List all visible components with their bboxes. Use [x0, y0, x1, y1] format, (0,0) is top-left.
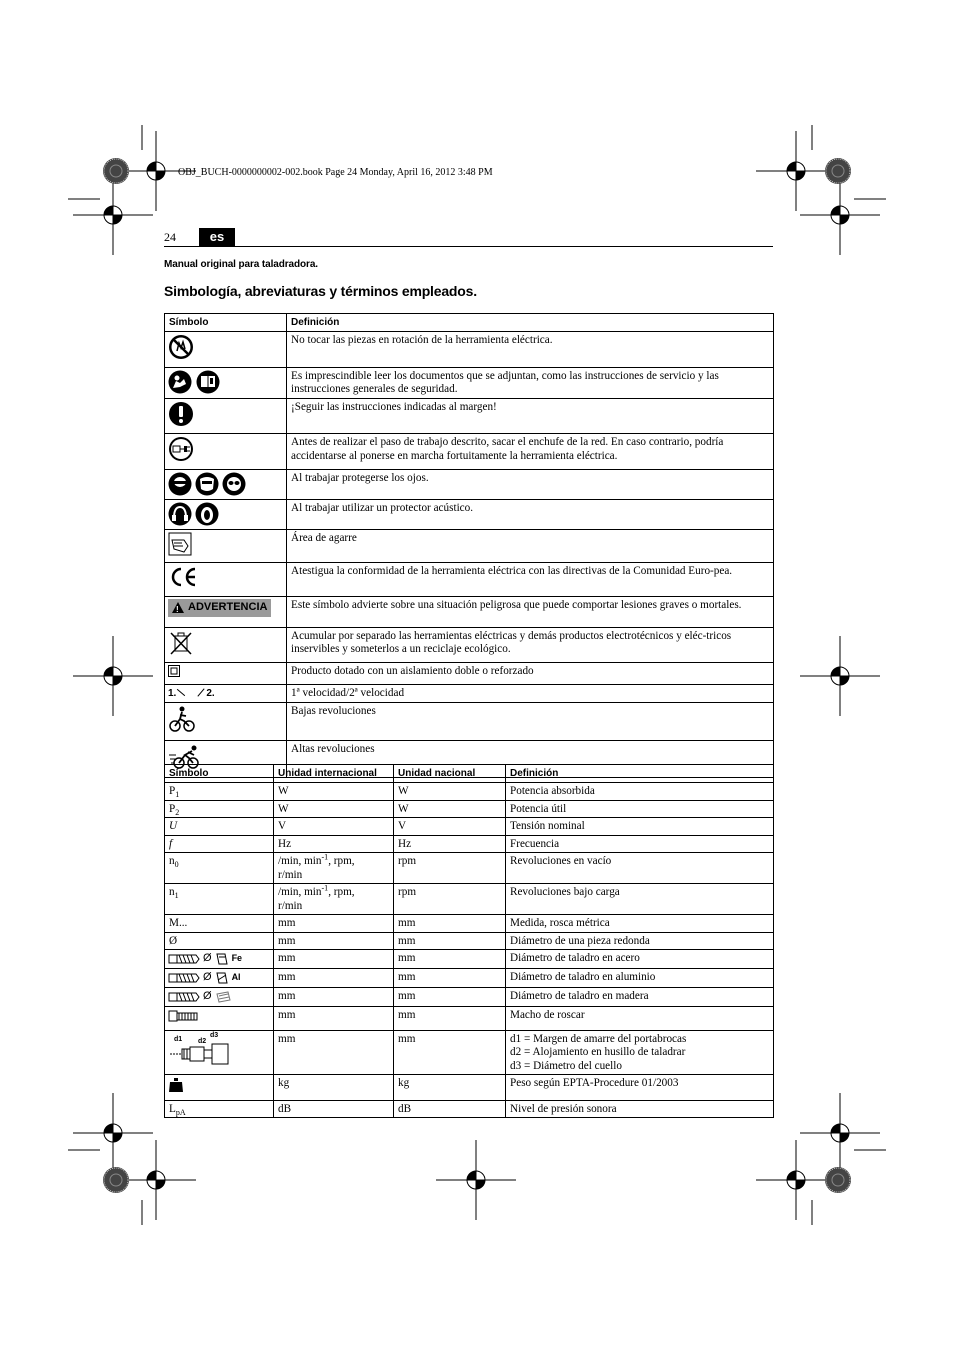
- warning-triangle-icon: [172, 602, 184, 613]
- definition-cell: d1 = Margen de amarre del portabrocas d2 = Alojamiento en husillo de taladrar d3 = Diámetro del cuello: [506, 1030, 774, 1075]
- column-header-national-unit: Unidad nacional: [394, 765, 506, 783]
- national-unit-cell: mm: [394, 988, 506, 1007]
- weight-icon: [168, 1077, 184, 1093]
- symbol-cell: $L_{pA}$: [165, 1100, 274, 1118]
- definition-cell: No tocar las piezas en rotación de la herramienta eléctrica.: [287, 332, 774, 368]
- national-unit-cell: mm: [394, 969, 506, 988]
- intl-unit-cell: V: [274, 818, 394, 836]
- definition-cell: ¡Seguir las instrucciones indicadas al margen!: [287, 398, 774, 434]
- national-unit-cell: mm: [394, 915, 506, 933]
- tap-icon: [168, 1009, 200, 1023]
- table-row: [165, 1100, 774, 1118]
- table-row: [165, 627, 774, 663]
- national-unit-cell: mm: [394, 1030, 506, 1075]
- symbol-cell: M...: [165, 915, 274, 933]
- intl-unit-cell: mm: [274, 915, 394, 933]
- symbol-cell: $n_0$: [165, 853, 274, 884]
- print-header: OBJ_BUCH-0000000002-002.book Page 24 Monday, April 16, 2012 3:48 PM: [178, 167, 493, 178]
- unplug-icon: [168, 436, 194, 462]
- intl-unit-cell: dB: [274, 1100, 394, 1118]
- definition-cell: Diámetro de taladro en aluminio: [506, 969, 774, 988]
- column-header-symbol: Símbolo: [165, 314, 287, 332]
- definition-cell: Acumular por separado las herramientas eléctricas y demás productos electrotécnicos y eléc-tricos inservibles y someterlos a un reciclaje ecológico.: [287, 627, 774, 663]
- definition-cell: Nivel de presión sonora: [506, 1100, 774, 1118]
- no-touch-rotating-icon: [168, 334, 194, 360]
- table-row: [165, 434, 774, 470]
- drill-bit-icon: [168, 990, 200, 1004]
- weee-bin-icon: [168, 630, 194, 656]
- table-row: [165, 884, 774, 915]
- definition-cell: Peso según EPTA-Procedure 01/2003: [506, 1075, 774, 1101]
- definition-cell: Altas revoluciones: [287, 740, 774, 778]
- intl-unit-cell: mm: [274, 1030, 394, 1075]
- page-number: 24: [164, 230, 176, 244]
- intl-unit-cell: W: [274, 800, 394, 818]
- read-manual-icon: [168, 370, 192, 394]
- section-title: Simbología, abreviaturas y términos empleados.: [164, 283, 477, 299]
- low-speed-cyclist-icon: [168, 705, 196, 733]
- intl-unit-cell: Hz: [274, 835, 394, 853]
- intl-unit-cell: mm: [274, 932, 394, 950]
- definition-cell: Es imprescindible leer los documentos que se adjuntan, como las instrucciones de servicio y las instrucciones generales de seguridad.: [287, 367, 774, 398]
- intl-unit-cell: kg: [274, 1075, 394, 1101]
- symbol-cell: $n_1$: [165, 884, 274, 915]
- intl-unit-cell: mm: [274, 969, 394, 988]
- definition-cell: Antes de realizar el paso de trabajo descrito, sacar el enchufe de la red. En caso contrario, podría accidentarse al ponerse en marcha fortuitamente la herramienta eléctrica.: [287, 434, 774, 470]
- warning-badge-text: ADVERTENCIA: [188, 600, 268, 613]
- column-header-definition: Definición: [287, 314, 774, 332]
- table-row: [165, 783, 774, 801]
- language-tab: es: [199, 228, 235, 246]
- double-insulation-icon: [168, 665, 180, 677]
- intl-unit-cell: /min, $\min^{-1}$, rpm, r/min: [274, 884, 394, 915]
- national-unit-cell: W: [394, 800, 506, 818]
- definition-cell: Diámetro de taladro en madera: [506, 988, 774, 1007]
- grip-area-icon: [168, 532, 192, 556]
- definition-cell: Tensión nominal: [506, 818, 774, 836]
- table-row: [165, 398, 774, 434]
- definition-cell: Diámetro de una pieza redonda: [506, 932, 774, 950]
- national-unit-cell: mm: [394, 950, 506, 969]
- table-row: [165, 367, 774, 398]
- table-row: [165, 932, 774, 950]
- definition-cell: 1ª velocidad/2ª velocidad: [287, 684, 774, 703]
- intl-unit-cell: mm: [274, 950, 394, 969]
- column-header-definition: Definición: [506, 765, 774, 783]
- table-row: [165, 703, 774, 741]
- national-unit-cell: V: [394, 818, 506, 836]
- table-row: [165, 800, 774, 818]
- column-header-symbol: Símbolo: [165, 765, 274, 783]
- safety-goggles-icon: [222, 472, 246, 496]
- symbol-cell: $P_1$: [165, 783, 274, 801]
- definition-cell: Potencia absorbida: [506, 783, 774, 801]
- definition-cell: Revoluciones en vacío: [506, 853, 774, 884]
- definition-cell: Frecuencia: [506, 835, 774, 853]
- national-unit-cell: rpm: [394, 853, 506, 884]
- symbol-cell: f: [165, 835, 274, 853]
- national-unit-cell: mm: [394, 1007, 506, 1031]
- header-rule: [164, 246, 773, 247]
- national-unit-cell: rpm: [394, 884, 506, 915]
- definition-cell: Revoluciones bajo carga: [506, 884, 774, 915]
- national-unit-cell: dB: [394, 1100, 506, 1118]
- definition-cell: Diámetro de taladro en acero: [506, 950, 774, 969]
- definition-cell: Macho de roscar: [506, 1007, 774, 1031]
- definition-cell: Este símbolo advierte sobre una situación peligrosa que puede comportar lesiones graves o mortales.: [287, 596, 774, 627]
- units-table: [164, 764, 774, 1118]
- table-row: [165, 1030, 774, 1075]
- definition-cell: Producto dotado con un aislamiento doble o reforzado: [287, 663, 774, 685]
- ear-protection-icon: [168, 502, 192, 526]
- definition-cell: Al trabajar protegerse los ojos.: [287, 469, 774, 499]
- intl-unit-cell: /min, $\min^{-1}$, rpm, r/min: [274, 853, 394, 884]
- table-row: [165, 1007, 774, 1031]
- table-header-row: [165, 765, 774, 783]
- manual-book-icon: [195, 370, 221, 394]
- table-row: [165, 499, 774, 529]
- eye-protection-icon: [168, 472, 192, 496]
- table-row: [165, 818, 774, 836]
- table-header-row: [165, 314, 774, 332]
- speed-selector-icon: 1. 2.: [168, 687, 215, 699]
- intl-unit-cell: W: [274, 783, 394, 801]
- face-shield-icon: [195, 472, 219, 496]
- ear-muffs-icon: [195, 502, 219, 526]
- national-unit-cell: W: [394, 783, 506, 801]
- definition-cell: Potencia útil: [506, 800, 774, 818]
- symbol-cell: Ø: [165, 932, 274, 950]
- drill-aluminium-icon: [215, 971, 229, 985]
- definition-cell: Bajas revoluciones: [287, 703, 774, 741]
- intl-unit-cell: mm: [274, 988, 394, 1007]
- column-header-intl-unit: Unidad internacional: [274, 765, 394, 783]
- exclamation-icon: [168, 401, 194, 427]
- drill-bit-icon: [168, 952, 200, 966]
- table-row: [165, 835, 774, 853]
- national-unit-cell: Hz: [394, 835, 506, 853]
- definition-cell: Al trabajar utilizar un protector acústico.: [287, 499, 774, 529]
- symbol-cell: U: [165, 818, 274, 836]
- table-row: Ø Al mm mm Diámetro de taladro en aluminio: [165, 969, 774, 988]
- manual-line: Manual original para taladradora.: [164, 259, 318, 270]
- table-row: Ø Fe mm mm Diámetro de taladro en acero: [165, 950, 774, 969]
- table-row: [165, 529, 774, 563]
- table-row: [165, 663, 774, 685]
- table-row: [165, 469, 774, 499]
- intl-unit-cell: mm: [274, 1007, 394, 1031]
- table-row: [165, 1075, 774, 1101]
- table-row: [165, 332, 774, 368]
- definition-cell: Área de agarre: [287, 529, 774, 563]
- national-unit-cell: kg: [394, 1075, 506, 1101]
- table-row: [165, 853, 774, 884]
- symbols-table: [164, 313, 774, 778]
- table-row: [165, 684, 774, 703]
- definition-cell: Medida, rosca métrica: [506, 915, 774, 933]
- national-unit-cell: mm: [394, 932, 506, 950]
- ce-mark-icon: [168, 565, 200, 589]
- chuck-dimensions-icon: d1 d2 d3: [168, 1033, 232, 1067]
- drill-steel-icon: [215, 952, 229, 966]
- definition-cell: Atestigua la conformidad de la herramienta eléctrica con las directivas de la Comunidad Euro-pea.: [287, 563, 774, 597]
- table-row: [165, 563, 774, 597]
- warning-badge: [168, 599, 271, 617]
- table-row: Ø mm mm Diámetro de taladro en madera: [165, 988, 774, 1007]
- drill-bit-icon: [168, 971, 200, 985]
- table-row: [165, 596, 774, 627]
- table-row: [165, 915, 774, 933]
- drill-wood-icon: [215, 990, 231, 1004]
- symbol-cell: $P_2$: [165, 800, 274, 818]
